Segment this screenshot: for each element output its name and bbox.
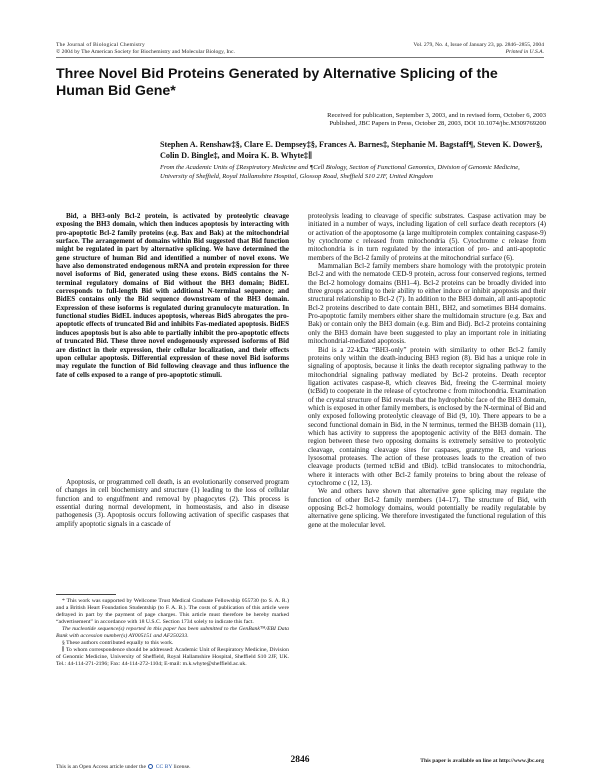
open-access-prefix: This is an Open Access article under the [56, 764, 146, 770]
journal-header [56, 42, 235, 55]
right-paragraph-4: We and others have shown that alternative gene splicing may regulate the function of other Bcl-2 family members (14–17). The structure of Bid, with opposing Bcl-2 homology domains, would potentially be readily regulatable by alternative gene splicing. We therefore investigated the functional regulation of this gene at the molecular level. [308, 487, 546, 529]
author-list: Stephen A. Renshaw‡§, Clare E. Dempsey‡§, Frances A. Barnes‡, Stephanie M. Bagstaff¶, Steven K. Dower§, Colin D. Bingle‡, and Moira K. B. Whyte‡∥ [160, 140, 543, 160]
received-dates [160, 112, 546, 129]
issue-header [413, 42, 544, 55]
affiliation: From the Academic Units of ‡Respiratory Medicine and ¶Cell Biology, Section of Functional Genomics, Division of Genomic Medicine, University of Sheffield, Royal Hallamshire Hospital, Glossop Road, Sheffield S10 2JF, United Kingdom [160, 164, 520, 180]
copyright-line: © 2004 by The American Society for Biochemistry and Molecular Biology, Inc. [56, 48, 235, 55]
equal-contribution-footnote: § These authors contributed equally to this work. [62, 639, 174, 646]
intro-left-column [56, 478, 289, 528]
footnotes [56, 598, 289, 668]
page-number: 2846 [290, 755, 310, 765]
received-line: Received for publication, September 3, 2003, and in revised form, October 6, 2003 [327, 112, 546, 119]
footnote-rule [56, 594, 116, 595]
article-title: Three Novel Bid Proteins Generated by Alternative Splicing of the Human Bid Gene* [56, 66, 498, 99]
journal-name: The Journal of Biological Chemistry [56, 42, 146, 48]
open-access-notice [56, 764, 191, 770]
right-paragraph-2: Mammalian Bcl-2 family members share homology with the prototypic protein Bcl-2 and with the nematode CED-9 protein, across four conserved regions, termed the Bcl-2 homology domains (BH1–4). Bcl-2 proteins can be broadly divided into three groups according to their ability to either induce or inhibit apoptosis and their structural relationship to Bcl-2 (7). In addition to the BH3 domain, all anti-apoptotic Bcl-2 proteins described to date contain BH1, BH2, and sometimes BH4 domains. Pro-apoptotic family members either share the multidomain structure (e.g. Bax and Bak) or contain only the BH3 domain (e.g. Bim and Bid). Bcl-2 proteins containing only the BH3 domain have been suggested to play an important role in initiating mitochondrial-mediated apoptosis. [308, 262, 546, 346]
printed-line: Printed in U.S.A. [505, 48, 544, 55]
abstract-text: Bid, a BH3-only Bcl-2 protein, is activated by proteolytic cleavage exposing the BH3 domain, which then induces apoptosis by interacting with pro-apoptotic Bcl-2 family proteins (e.g. Bax and Bak) at the mitochondrial surface. The arrangement of domains within Bid suggested that Bid function might be regulated in part by alternative splicing. We have determined the gene structure of human Bid and identified a number of novel exons. We have also demonstrated endogenous mRNA and protein expression for three novel isoforms of Bid, generated using these exons. BidS contains the N-terminal regulatory domains of Bid without the BH3 domain; BidEL corresponds to full-length Bid with additional N-terminal sequence; and BidES contains only the Bid sequence downstream of the BH3 domain. Expression of these isoforms is regulated during granulocyte maturation. In functional studies BidEL induces apoptosis, whereas BidS abrogates the pro-apoptotic effects of truncated Bid and inhibits Fas-mediated apoptosis. BidES induces apoptosis but is also able to partially inhibit the pro-apoptotic effects of truncated Bid. These three novel endogenously expressed isoforms of Bid are distinct in their expression, their cellular localization, and their effects upon cellular apoptosis. Differential expression of these novel Bid isoforms may regulate the function of Bid following cleavage and thus influence the fate of cells exposed to a range of pro-apoptotic stimuli. [56, 212, 289, 379]
intro-paragraph: Apoptosis, or programmed cell death, is an evolutionarily conserved program of changes in cell biochemistry and structure (1) leading to the loss of cellular function and to engulfment and removal by phagocytes (2). This process is essential during normal development, in homeostasis, and also in disease pathogenesis (3). Apoptosis occurs following activation of specific caspases that amplify apoptotic signals in a cascade of [56, 478, 289, 528]
header-rule [56, 57, 544, 58]
genbank-footnote: The nucleotide sequence(s) reported in this paper has been submitted to the GenBank™/EBI Data Bank with accession number(s) AY005151 and AF250233. [56, 625, 289, 639]
online-availability: This paper is available on line at http://www.jbc.org [420, 758, 544, 764]
right-paragraph-3: Bid is a 22-kDa “BH3-only” protein with similarity to other Bcl-2 family proteins only within the death-inducing BH3 region (8). Bid has a unique role in signaling of apoptosis, because it links the death receptor signaling pathway to the mitochondrial signaling pathway mediated by Bcl-2 proteins. Death receptor ligation activates caspase-8, which cleaves Bid, freeing the C-terminal moiety (tcBid) to cooperate in the release of cytochrome c from mitochondria. Examination of the crystal structure of Bid reveals that the hydrophobic face of the BH3 domain, which is exposed in other family members, is enclosed by the N-terminal of Bid and only exposed following proteolytic cleavage of Bid (9, 10). There appears to be a second functional domain in Bid, in the N terminus, termed the BH3B domain (11), which has activity to suppress the apoptogenic activity of the BH3 domain. The region between these two opposing domains is extremely sensitive to proteolytic cleavage, containing cleavage sites for caspases, granzyme B, and various lysosomal proteases. The action of these proteases leads to the creation of two cleavage products (termed tcBid and tBid). tcBid translocates to mitochondria, where it interacts with other Bcl-2 family proteins to bring about the release of cytochrome c (12, 13). [308, 345, 546, 487]
abstract [56, 212, 289, 379]
intro-right-column [308, 212, 546, 529]
published-line: Published, JBC Papers in Press, October 28, 2003, DOI 10.1074/jbc.M309769200 [329, 120, 546, 128]
open-access-suffix: license. [173, 764, 191, 770]
creative-commons-icon [148, 764, 153, 769]
funding-footnote: * This work was supported by Wellcome Trust Medical Graduate Fellowship 055730 (to S. A. R.) and a British Heart Foundation Studentship (to F. A. B.). The costs of publication of this article were defrayed in part by the payment of page charges. This article must therefore be hereby marked “advertisement” in accordance with 18 U.S.C. Section 1734 solely to indicate this fact. [56, 598, 289, 625]
correspondence-footnote: ∥ To whom correspondence should be addressed: Academic Unit of Respiratory Medicine, Division of Genomic Medicine, University of Sheffield, Royal Hallamshire Hospital, Sheffield S10 2JF, UK. Tel.: 44-114-271-2196; Fax: 44-114-272-1104; E-mail: m.k.whyte@sheffield.ac.uk. [56, 647, 289, 667]
right-paragraph-1: proteolysis leading to cleavage of specific substrates. Caspase activation may be initiated in a number of ways, including ligation of cell surface death receptors (4) or activation of the apoptosome (a large multiprotein complex containing caspase-9) by cytochrome c released from mitochondria (5). Cytochrome c release from mitochondria is in turn regulated by the interaction of pro- and anti-apoptotic members of the Bcl-2 family of proteins at the mitochondrial surface (6). [308, 212, 546, 262]
cc-license-link[interactable]: CC BY [155, 764, 173, 770]
volume-line: Vol. 279, No. 4, Issue of January 23, pp. 2846–2855, 2004 [413, 42, 544, 48]
